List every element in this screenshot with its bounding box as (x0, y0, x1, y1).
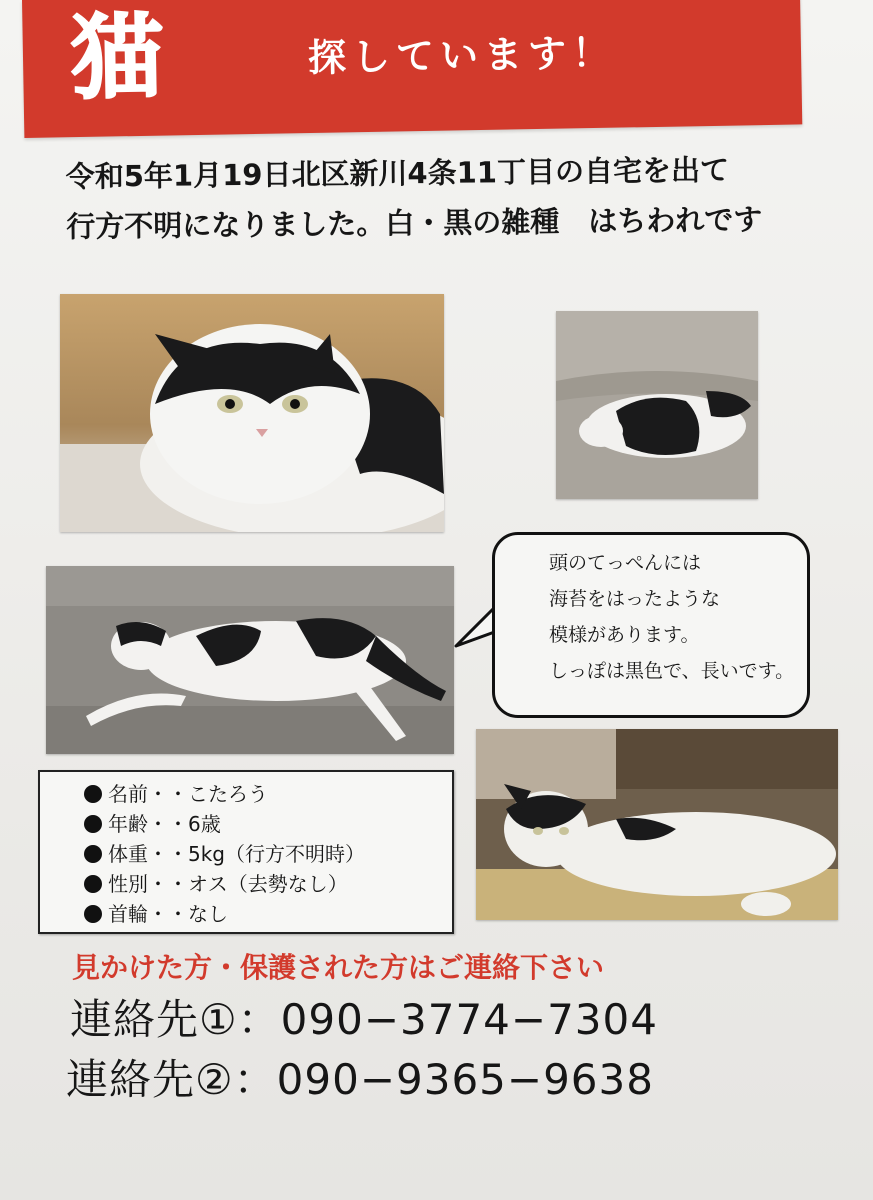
bullet-dot (84, 815, 102, 833)
detail-text: 名前・・こたろう (108, 782, 268, 806)
bullet-dot (84, 905, 102, 923)
cat-photo-stretched (46, 566, 454, 754)
intro-line-2: 行方不明になりました。白・黒の雑種 はちわれです (66, 202, 763, 244)
bubble-line: 模様があります。 (549, 624, 700, 646)
call-to-action: 見かけた方・保護された方はご連絡下さい (72, 951, 605, 984)
detail-row-weight (84, 840, 365, 868)
description-bubble (492, 532, 810, 718)
bubble-line: 頭のてっぺんには (549, 552, 702, 574)
contact-2: 連絡先②：090−9365−9638 (66, 1055, 654, 1104)
bubble-text (549, 545, 794, 689)
intro-text (65, 144, 786, 252)
banner-headline: 猫 (70, 3, 164, 113)
detail-row-name (84, 780, 268, 808)
detail-text: 体重・・5kg（行方不明時） (108, 842, 366, 866)
bullet-dot (84, 845, 102, 863)
cat-photo-face (60, 294, 444, 532)
bullet-dot (84, 875, 102, 893)
intro-line-1: 令和5年1月19日北区新川4条11丁目の自宅を出て (65, 152, 730, 194)
detail-row-age (84, 810, 221, 838)
detail-text: 性別・・オス（去勢なし） (108, 872, 348, 896)
cat-photo-lying (476, 729, 838, 920)
detail-row-sex (84, 870, 348, 898)
cat-details-box (38, 770, 454, 934)
bubble-line: しっぽは黒色で、長いです。 (549, 660, 795, 682)
cat-photo-curled (556, 311, 758, 499)
bubble-line: 海苔をはったような (549, 588, 721, 610)
title-banner (22, 0, 802, 138)
bullet-dot (84, 785, 102, 803)
banner-subtitle: 探しています！ (307, 30, 617, 81)
detail-row-collar (84, 900, 228, 928)
contact-1: 連絡先①：090−3774−7304 (70, 995, 658, 1044)
detail-text: 年齢・・6歳 (108, 812, 221, 836)
detail-text: 首輪・・なし (108, 902, 228, 926)
